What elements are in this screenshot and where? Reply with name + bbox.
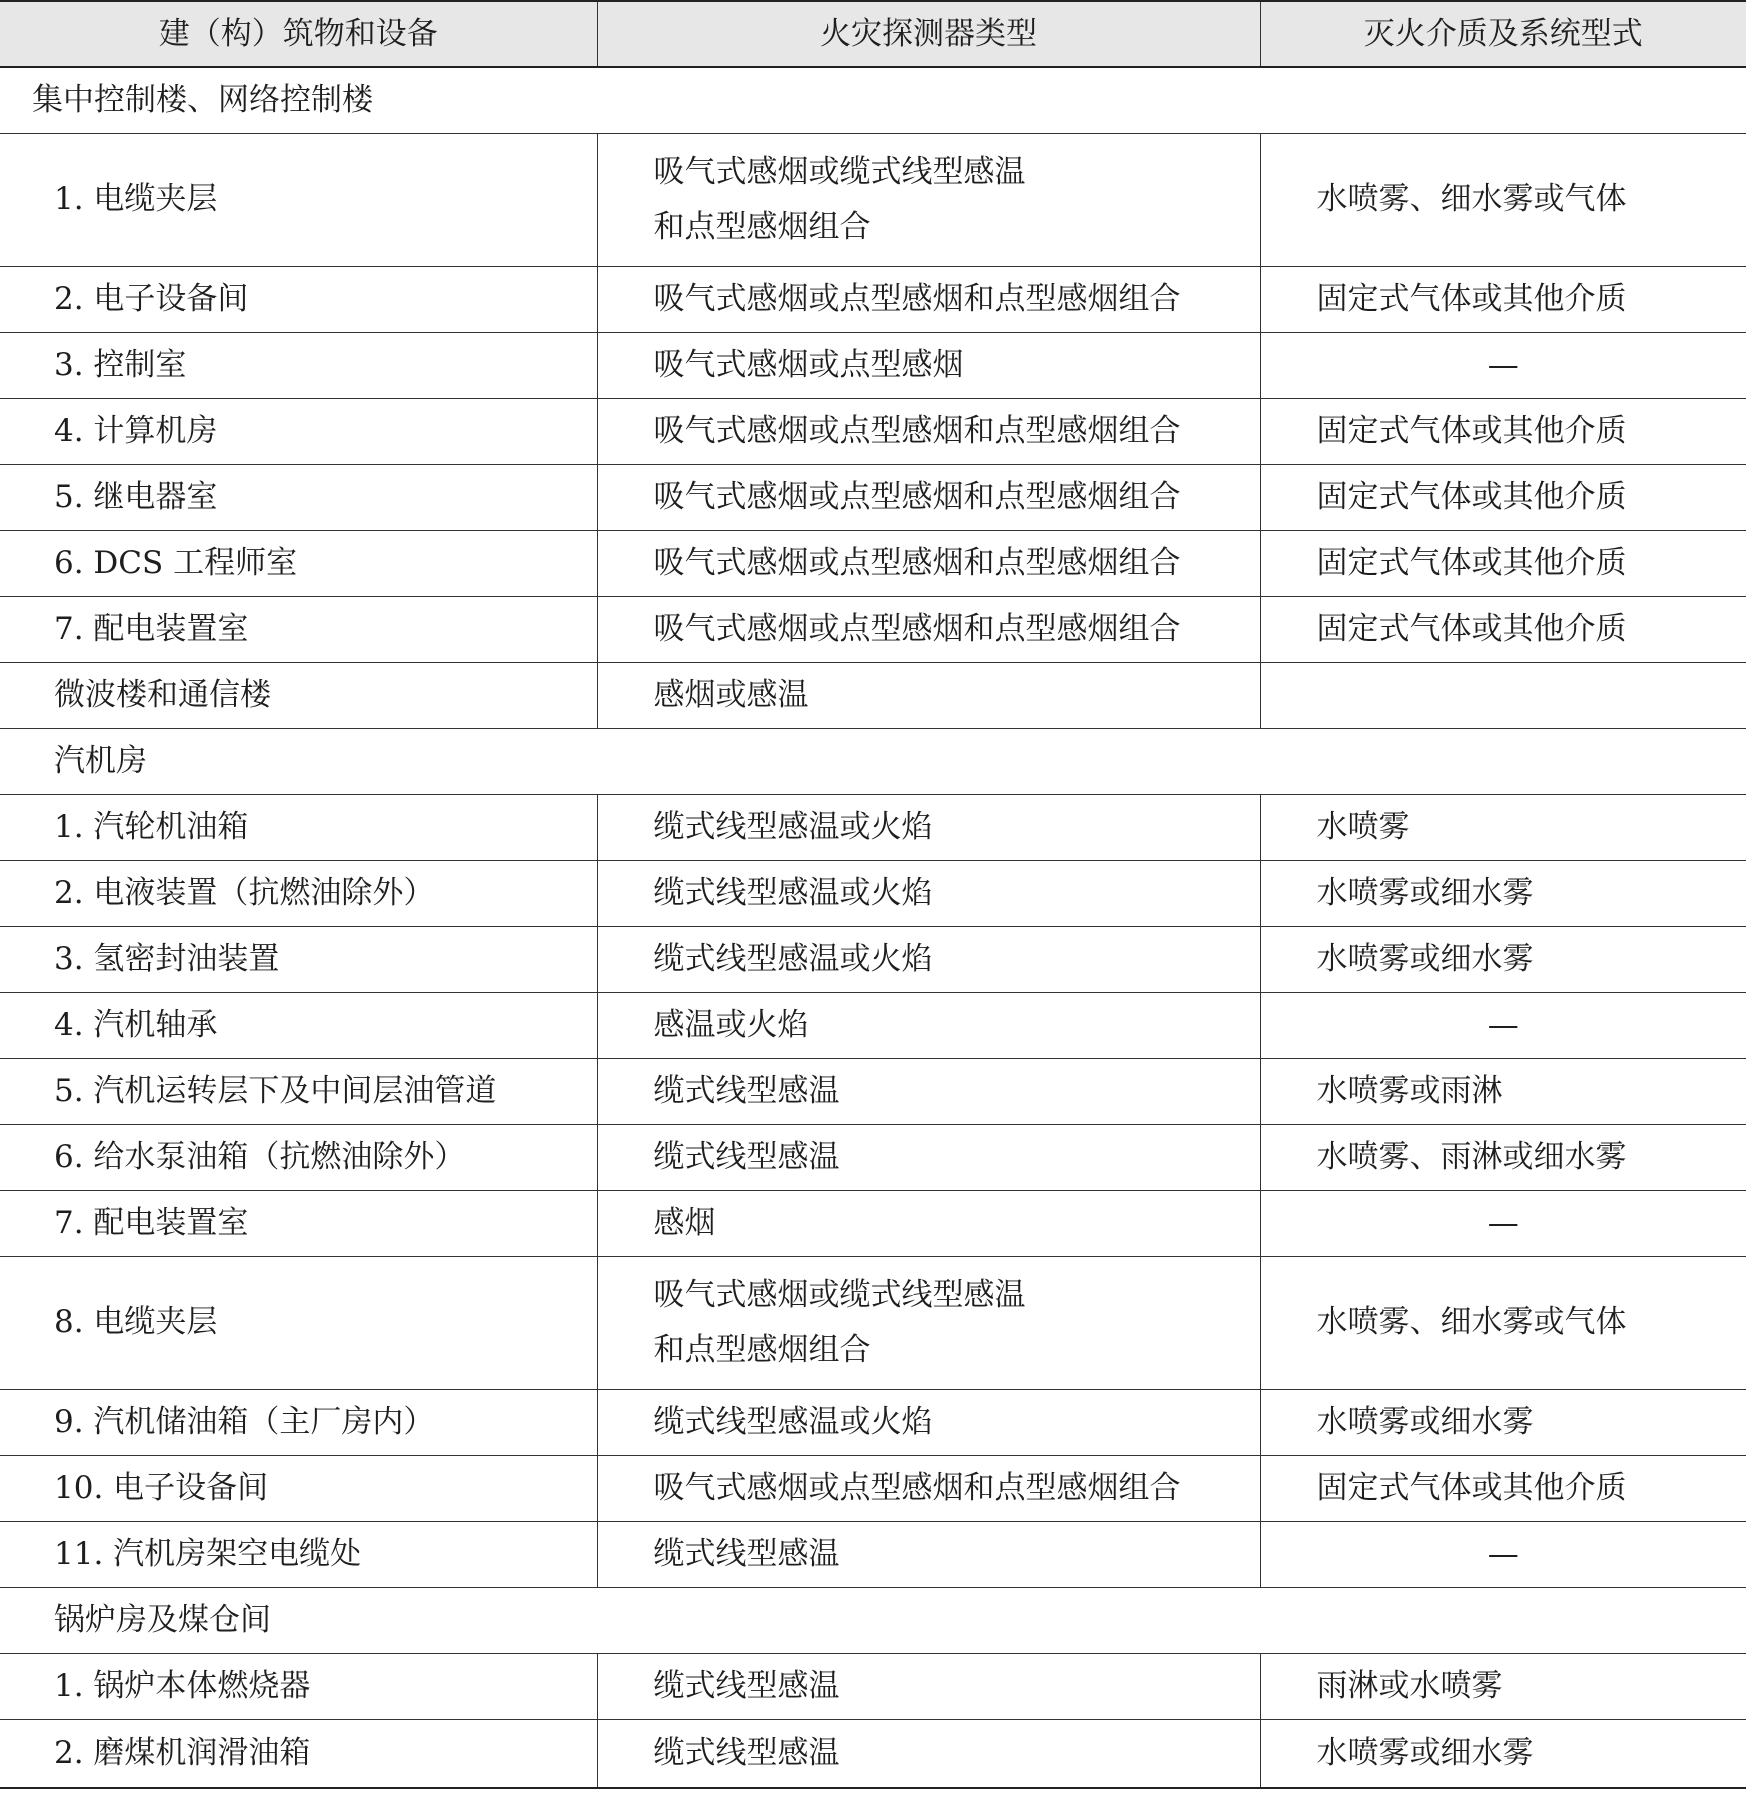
table-row	[0, 860, 1746, 926]
building-cell: 3. 氢密封油装置	[0, 926, 597, 992]
building-cell: 2. 磨煤机润滑油箱	[0, 1719, 597, 1788]
building-cell: 5. 继电器室	[0, 464, 597, 530]
section-label: 锅炉房及煤仓间	[0, 1587, 1746, 1653]
detector-cell	[597, 860, 1260, 926]
table-row	[0, 596, 1746, 662]
detector-line: 缆式线型感温或火焰	[653, 874, 933, 911]
building-cell: 4. 汽机轴承	[0, 992, 597, 1058]
detector-cell	[597, 332, 1260, 398]
medium-cell: 固定式气体或其他介质	[1260, 398, 1746, 464]
detector-cell	[597, 398, 1260, 464]
table-row	[0, 332, 1746, 398]
detector-line: 吸气式感烟或缆式线型感温	[653, 153, 1026, 190]
table-row	[0, 464, 1746, 530]
medium-cell: 水喷雾或细水雾	[1260, 860, 1746, 926]
table-row	[0, 992, 1746, 1058]
detector-cell	[597, 1521, 1260, 1587]
detector-cell	[597, 1256, 1260, 1389]
table-row	[0, 794, 1746, 860]
detector-line: 缆式线型感温或火焰	[653, 808, 933, 845]
header-extinguishing-medium: 灭火介质及系统型式	[1260, 1, 1746, 67]
table-row	[0, 1719, 1746, 1788]
detector-line: 缆式线型感温	[653, 1667, 840, 1704]
building-cell: 6. 给水泵油箱（抗燃油除外）	[0, 1124, 597, 1190]
table-row	[0, 1389, 1746, 1455]
detector-line: 吸气式感烟或点型感烟和点型感烟组合	[653, 280, 1181, 317]
medium-cell: 固定式气体或其他介质	[1260, 530, 1746, 596]
detector-cell	[597, 266, 1260, 332]
building-cell: 2. 电液装置（抗燃油除外）	[0, 860, 597, 926]
detector-line: 吸气式感烟或点型感烟和点型感烟组合	[653, 478, 1181, 515]
building-cell: 2. 电子设备间	[0, 266, 597, 332]
detector-cell	[597, 464, 1260, 530]
table-row	[0, 1190, 1746, 1256]
table-row	[0, 1058, 1746, 1124]
detector-line: 缆式线型感温或火焰	[653, 940, 933, 977]
building-cell: 1. 汽轮机油箱	[0, 794, 597, 860]
detector-cell	[597, 1058, 1260, 1124]
detector-cell	[597, 596, 1260, 662]
medium-cell: —	[1260, 992, 1746, 1058]
table-row	[0, 662, 1746, 728]
section-row	[0, 728, 1746, 794]
detector-cell	[597, 1653, 1260, 1719]
building-cell: 7. 配电装置室	[0, 1190, 597, 1256]
medium-cell: 水喷雾或细水雾	[1260, 926, 1746, 992]
detector-cell	[597, 794, 1260, 860]
detector-line: 缆式线型感温	[653, 1138, 840, 1175]
detector-line: 吸气式感烟或点型感烟和点型感烟组合	[653, 412, 1181, 449]
detector-line: 和点型感烟组合	[653, 208, 871, 245]
medium-cell: 水喷雾	[1260, 794, 1746, 860]
medium-cell: —	[1260, 1521, 1746, 1587]
detector-line: 吸气式感烟或缆式线型感温	[653, 1276, 1026, 1313]
table-row	[0, 1653, 1746, 1719]
detector-cell	[597, 662, 1260, 728]
medium-cell: 水喷雾、雨淋或细水雾	[1260, 1124, 1746, 1190]
medium-cell: 固定式气体或其他介质	[1260, 266, 1746, 332]
table-row	[0, 1455, 1746, 1521]
medium-cell: 固定式气体或其他介质	[1260, 464, 1746, 530]
medium-cell: 固定式气体或其他介质	[1260, 596, 1746, 662]
detector-cell	[597, 1124, 1260, 1190]
detector-cell	[597, 133, 1260, 266]
table-row	[0, 530, 1746, 596]
medium-cell: —	[1260, 1190, 1746, 1256]
detector-cell	[597, 1389, 1260, 1455]
header-row	[0, 1, 1746, 67]
header-building: 建（构）筑物和设备	[0, 1, 597, 67]
header-detector-type: 火灾探测器类型	[597, 1, 1260, 67]
detector-line: 缆式线型感温	[653, 1072, 840, 1109]
section-label: 汽机房	[0, 728, 1746, 794]
medium-cell: 水喷雾或雨淋	[1260, 1058, 1746, 1124]
medium-cell	[1260, 662, 1746, 728]
detector-cell	[597, 1719, 1260, 1788]
detector-line: 感烟	[653, 1204, 716, 1241]
section-row	[0, 67, 1746, 133]
detector-cell	[597, 530, 1260, 596]
building-cell: 3. 控制室	[0, 332, 597, 398]
building-cell: 8. 电缆夹层	[0, 1256, 597, 1389]
table-body	[0, 67, 1746, 1788]
detector-cell	[597, 1190, 1260, 1256]
detector-line: 感烟或感温	[653, 676, 809, 713]
building-cell: 4. 计算机房	[0, 398, 597, 464]
detector-cell	[597, 1455, 1260, 1521]
detector-line: 缆式线型感温	[653, 1734, 840, 1771]
detector-line: 吸气式感烟或点型感烟	[653, 346, 964, 383]
table-row	[0, 1256, 1746, 1389]
building-cell: 9. 汽机储油箱（主厂房内）	[0, 1389, 597, 1455]
medium-cell: 水喷雾或细水雾	[1260, 1389, 1746, 1455]
detector-line: 吸气式感烟或点型感烟和点型感烟组合	[653, 1469, 1181, 1506]
medium-cell: 固定式气体或其他介质	[1260, 1455, 1746, 1521]
medium-cell: 雨淋或水喷雾	[1260, 1653, 1746, 1719]
detector-line: 吸气式感烟或点型感烟和点型感烟组合	[653, 544, 1181, 581]
medium-cell: —	[1260, 332, 1746, 398]
section-label: 集中控制楼、网络控制楼	[0, 67, 1746, 133]
table-header	[0, 1, 1746, 67]
building-cell: 7. 配电装置室	[0, 596, 597, 662]
detector-line: 缆式线型感温或火焰	[653, 1403, 933, 1440]
detector-line: 缆式线型感温	[653, 1535, 840, 1572]
table-row	[0, 1124, 1746, 1190]
building-cell: 11. 汽机房架空电缆处	[0, 1521, 597, 1587]
table-row	[0, 1521, 1746, 1587]
table-row	[0, 398, 1746, 464]
detector-cell	[597, 926, 1260, 992]
building-cell: 1. 锅炉本体燃烧器	[0, 1653, 597, 1719]
building-cell: 微波楼和通信楼	[0, 662, 597, 728]
detector-line: 吸气式感烟或点型感烟和点型感烟组合	[653, 610, 1181, 647]
medium-cell: 水喷雾、细水雾或气体	[1260, 133, 1746, 266]
building-cell: 6. DCS 工程师室	[0, 530, 597, 596]
medium-cell: 水喷雾、细水雾或气体	[1260, 1256, 1746, 1389]
table-row	[0, 133, 1746, 266]
building-cell: 10. 电子设备间	[0, 1455, 597, 1521]
building-cell: 1. 电缆夹层	[0, 133, 597, 266]
detector-cell	[597, 992, 1260, 1058]
table-row	[0, 926, 1746, 992]
detector-line: 和点型感烟组合	[653, 1331, 871, 1368]
building-cell: 5. 汽机运转层下及中间层油管道	[0, 1058, 597, 1124]
section-row	[0, 1587, 1746, 1653]
detector-line: 感温或火焰	[653, 1006, 809, 1043]
medium-cell: 水喷雾或细水雾	[1260, 1719, 1746, 1788]
table-row	[0, 266, 1746, 332]
